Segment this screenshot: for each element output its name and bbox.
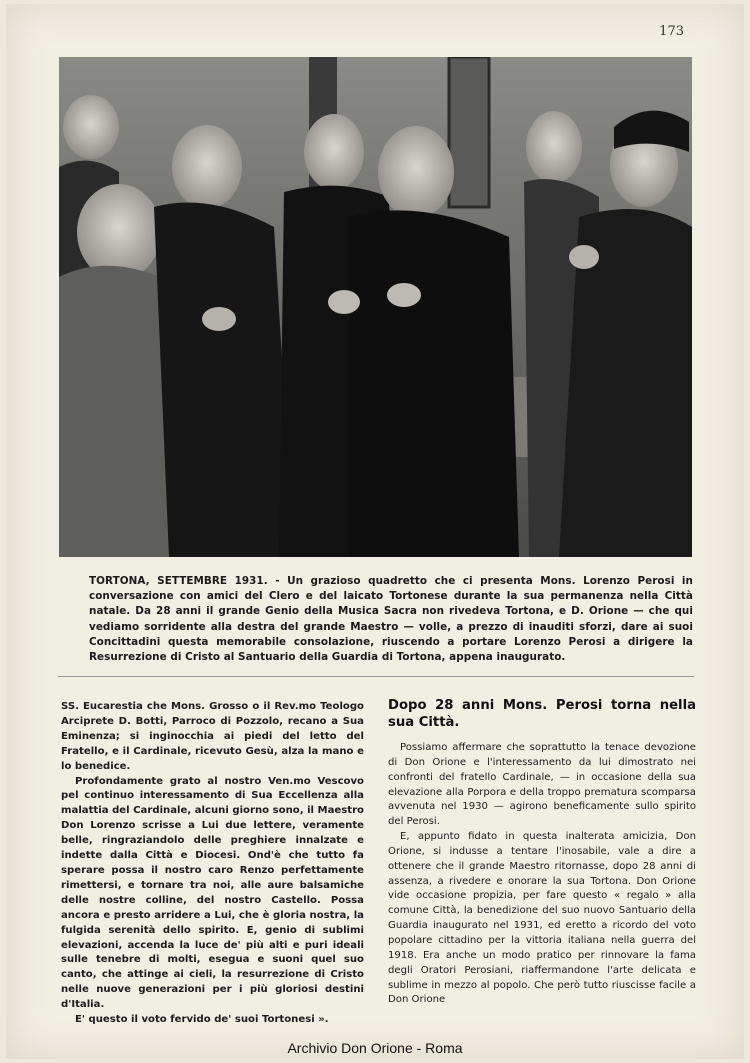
- archive-watermark: Archivio Don Orione - Roma: [287, 1040, 463, 1056]
- left-paragraph-1: SS. Eucarestia che Mons. Grosso o il Rev.mo Teologo Arciprete D. Botti, Parroco di Pozzolo, recano a Sua Eminenza; si inginocchia ai piedi del letto del Fratello, e il Cardinale, ricevuto Gesù, alza la mano e lo benedice.: [61, 701, 364, 772]
- right-paragraph-2: E, appunto fidato in questa inalterata amicizia, Don Orione, si indusse a tentare l'inosabile, vale a dire a ottenere che il grande Maestro ritornasse, dopo 28 anni di assenza, a rivedere e onorare la sua Tortona. Don Orione vide occasione propizia, per fare questo « regalo » alla comune Città, la benedizione del suo nuovo Santuario della Guardia inaugurato nel 1931, ed eretto a ricordo del voto popolare cittadino per la vittoria italiana nella guerra del 1918. Era anche un modo pratico per rinnovare la fama degli Oratori Perosiani, riaffermandone l'arte delicata e sublime in mezzo al popolo. Che però tutto riuscisse facile a Don Orione: [388, 831, 696, 1006]
- page-number: 173: [659, 24, 684, 39]
- right-paragraph-1: Possiamo affermare che soprattutto la tenace devozione di Don Orione e l'interessamento da lui dimostrato nei confronti del fratello Cardinale, — in occasione della sua elevazione alla Porpora e della troppo prematura scomparsa avvenuta nel 1930 — agirono beneficamente sullo spirito del Perosi.: [388, 742, 696, 828]
- left-paragraph-3: E' questo il voto fervido de' suoi Tortonesi ».: [75, 1014, 329, 1026]
- photo-illustration: [59, 57, 692, 557]
- article-heading: Dopo 28 anni Mons. Perosi torna nella sua Città.: [388, 698, 696, 730]
- left-article-column: [61, 700, 364, 1028]
- right-article-column: [388, 697, 696, 1008]
- photo-caption: TORTONA, SETTEMBRE 1931. - Un grazioso quadretto che ci presenta Mons. Lorenzo Perosi in conversazione con amici del Clero e del laicato Tortonese durante la sua permanenza nella Città natale. Da 28 anni il grande Genio della Musica Sacra non rivedeva Tortona, e D. Orione — che qui vediamo sorridente alla destra del grande Maestro — volle, a prezzo di inauditi sforzi, dare ai suoi Concittadini questa memorabile consolazione, riuscendo a portare Lorenzo Perosi a dirigere la Resurrezione di Cristo al Santuario della Guardia di Tortona, appena inaugurato.: [89, 575, 693, 664]
- group-photograph: [59, 57, 692, 557]
- document-page: [6, 4, 744, 1059]
- left-paragraph-2: Profondamente grato al nostro Ven.mo Vescovo pel continuo interessamento di Sua Eccellenza alla malattia del Cardinale, alcuni giorno sono, il Maestro Don Lorenzo scrisse a Lui due lettere, veramente belle, ringraziandolo delle preghiere innalzate e indette dalla Città e Diocesi. Ond'è che tutto fa sperare possa il nostro caro Renzo perfettamente rimettersi, e tornare tra noi, alle aure balsamiche delle nostre colline, del nostro Castello. Possa ancora e presto arridere a Lui, che è gloria nostra, la fulgida serenità dello spirito. E, genio di sublimi elevazioni, accenda la luce de' più alti e puri ideali sulle tenebre di molti, esegua e suoni quel suo canto, che attinge ai cieli, la resurrezione di Cristo nelle nuove generazioni per i più gloriosi destini d'Italia.: [61, 775, 364, 1011]
- section-divider: [58, 676, 694, 677]
